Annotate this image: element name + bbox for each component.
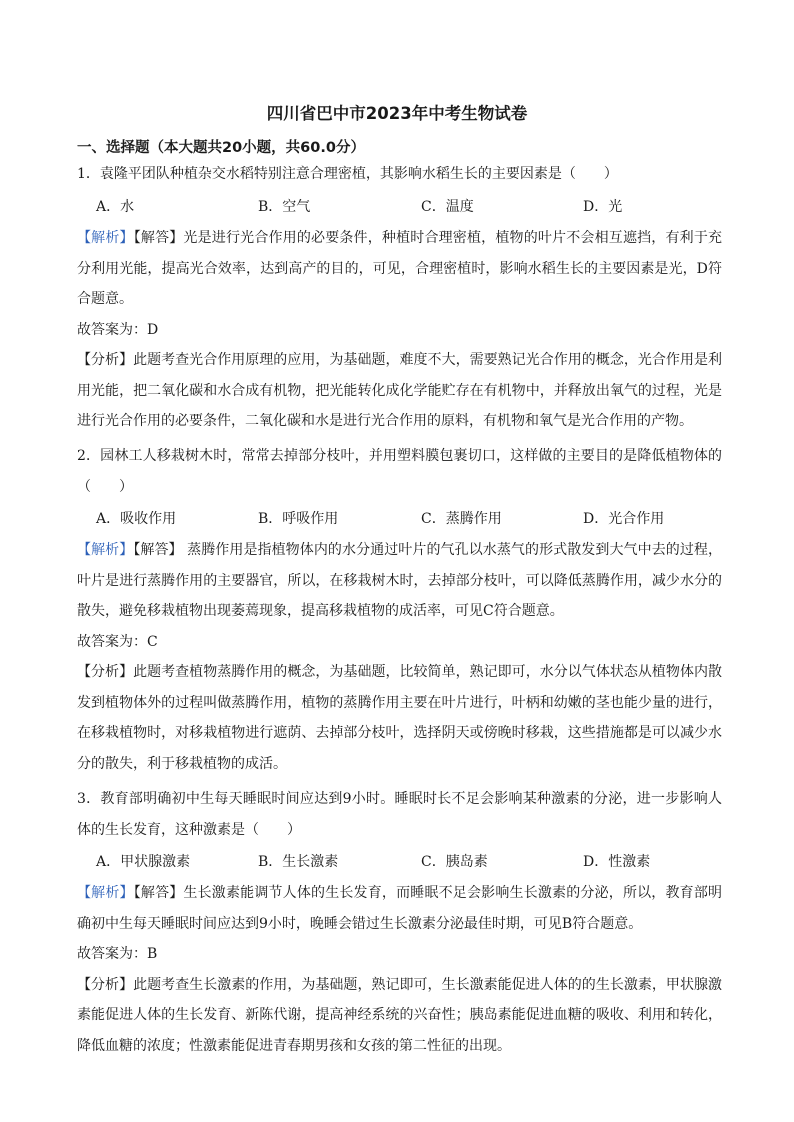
jiexi-tag: 【解析】 [77, 542, 134, 558]
solution-line: 分利用光能，提高光合效率，达到高产的目的，可见，合理密植时，影响水稻生长的主要因素是光，D符 [77, 260, 722, 277]
option-b: B．呼吸作用 [258, 511, 339, 527]
question-1 [77, 164, 722, 195]
option-b: B．空气 [258, 199, 311, 215]
solution-line: 确初中生每天睡眠时间应达到9小时，晚睡会错过生长激素分泌最佳时期，可见B符合题意。 [77, 915, 643, 932]
analysis-line: 素能促进人体的生长发育、新陈代谢，提高神经系统的兴奋性；胰岛素能促进血糖的吸收、利用和转化， [77, 1007, 722, 1023]
solution-line: 合题意。 [77, 291, 133, 307]
option-d: D．光 [583, 199, 623, 215]
solution-line: 【解析】【解答】生长激素能调节人体的生长发育，而睡眠不足会影响生长激素的分泌，所以，教育部明 [77, 885, 722, 901]
option-c: C．蒸腾作用 [421, 511, 502, 527]
analysis-line: 【分析】此题考查光合作用原理的应用，为基础题，难度不大，需要熟记光合作用的概念，光合作用是利 [77, 352, 722, 368]
solution-line: 【解析】【解答】 蒸腾作用是指植物体内的水分通过叶片的气孔以水蒸气的形式散发到大气中去的过程， [77, 542, 722, 558]
analysis-line: 用光能，把二氧化碳和水合成有机物，把光能转化成化学能贮存在有机物中，并释放出氧气的过程，光是 [77, 382, 722, 399]
analysis-line: 分的散失，利于移栽植物的成活。 [77, 755, 287, 772]
question-3 [77, 789, 722, 850]
options-row [96, 197, 716, 217]
option-a: A．吸收作用 [96, 511, 177, 527]
solution-1 [77, 228, 722, 442]
analysis-line: 降低血糖的浓度；性激素能促进青春期男孩和女孩的第二性征的出现。 [77, 1037, 511, 1054]
option-a: A．甲状腺激素 [96, 854, 191, 870]
solution-line: 【解析】【解答】光是进行光合作用的必要条件，种植时合理密植，植物的叶片不会相互遮挡，有利于充 [77, 230, 722, 246]
option-d: D．光合作用 [583, 511, 665, 527]
analysis-line: 发到植物体外的过程叫做蒸腾作用，植物的蒸腾作用主要在叶片进行，叶柄和幼嫩的茎也能少量的进行， [77, 694, 722, 711]
question-stem: 2．园林工人移栽树木时，常常去掉部分枝叶，并用塑料膜包裹切口，这样做的主要目的是降低植物体的 [77, 448, 722, 464]
solution-line: 叶片是进行蒸腾作用的主要器官，所以，在移栽树木时，去掉部分枝叶，可以降低蒸腾作用，减少水分的 [77, 572, 722, 589]
analysis-line: 进行光合作用的必要条件，二氧化碳和水是进行光合作用的原料，有机物和氧气是光合作用的产物。 [77, 413, 693, 429]
answer-line: 故答案为：B [77, 946, 158, 962]
analysis-line: 【分析】此题考查植物蒸腾作用的概念，为基础题，比较简单，熟记即可，水分以气体状态从植物体内散 [77, 664, 722, 680]
question-stem: 3．教育部明确初中生每天睡眠时间应达到9小时。睡眠时长不足会影响某种激素的分泌，进一步影响人 [77, 791, 722, 807]
option-c: C．胰岛素 [421, 854, 488, 870]
option-d: D．性激素 [583, 854, 651, 870]
page-title: 四川省巴中市2023年中考生物试卷 [266, 104, 528, 123]
section-heading: 一、选择题（本大题共20小题，共60.0分） [77, 140, 365, 156]
options-row [96, 852, 716, 872]
option-b: B．生长激素 [258, 854, 339, 870]
jiexi-tag: 【解析】 [77, 885, 134, 901]
question-stem: 1．袁隆平团队种植杂交水稻特别注意合理密植，其影响水稻生长的主要因素是（ ） [77, 166, 618, 182]
solution-line: 散失，避免移栽植物出现萎蔫现象，提高移栽植物的成活率，可见C符合题意。 [77, 603, 564, 619]
question-2 [77, 446, 722, 507]
solution-3 [77, 883, 722, 1066]
solution-2 [77, 540, 722, 784]
answer-line: 故答案为：C [77, 633, 158, 650]
question-stem: （ ） [77, 478, 133, 495]
analysis-line: 在移栽植物时，对移栽植物进行遮荫、去掉部分枝叶，选择阴天或傍晚时移栽，这些措施都是可以减少水 [77, 725, 722, 741]
analysis-line: 【分析】此题考查生长激素的作用，为基础题，熟记即可，生长激素能促进人体的的生长激素，甲状腺激 [77, 976, 722, 993]
jiexi-tag: 【解析】 [77, 230, 134, 246]
option-a: A．水 [96, 199, 135, 215]
option-c: C．温度 [421, 199, 474, 215]
question-stem: 体的生长发育，这种激素是（ ） [77, 821, 301, 838]
answer-line: 故答案为：D [77, 321, 159, 338]
options-row [96, 509, 716, 529]
